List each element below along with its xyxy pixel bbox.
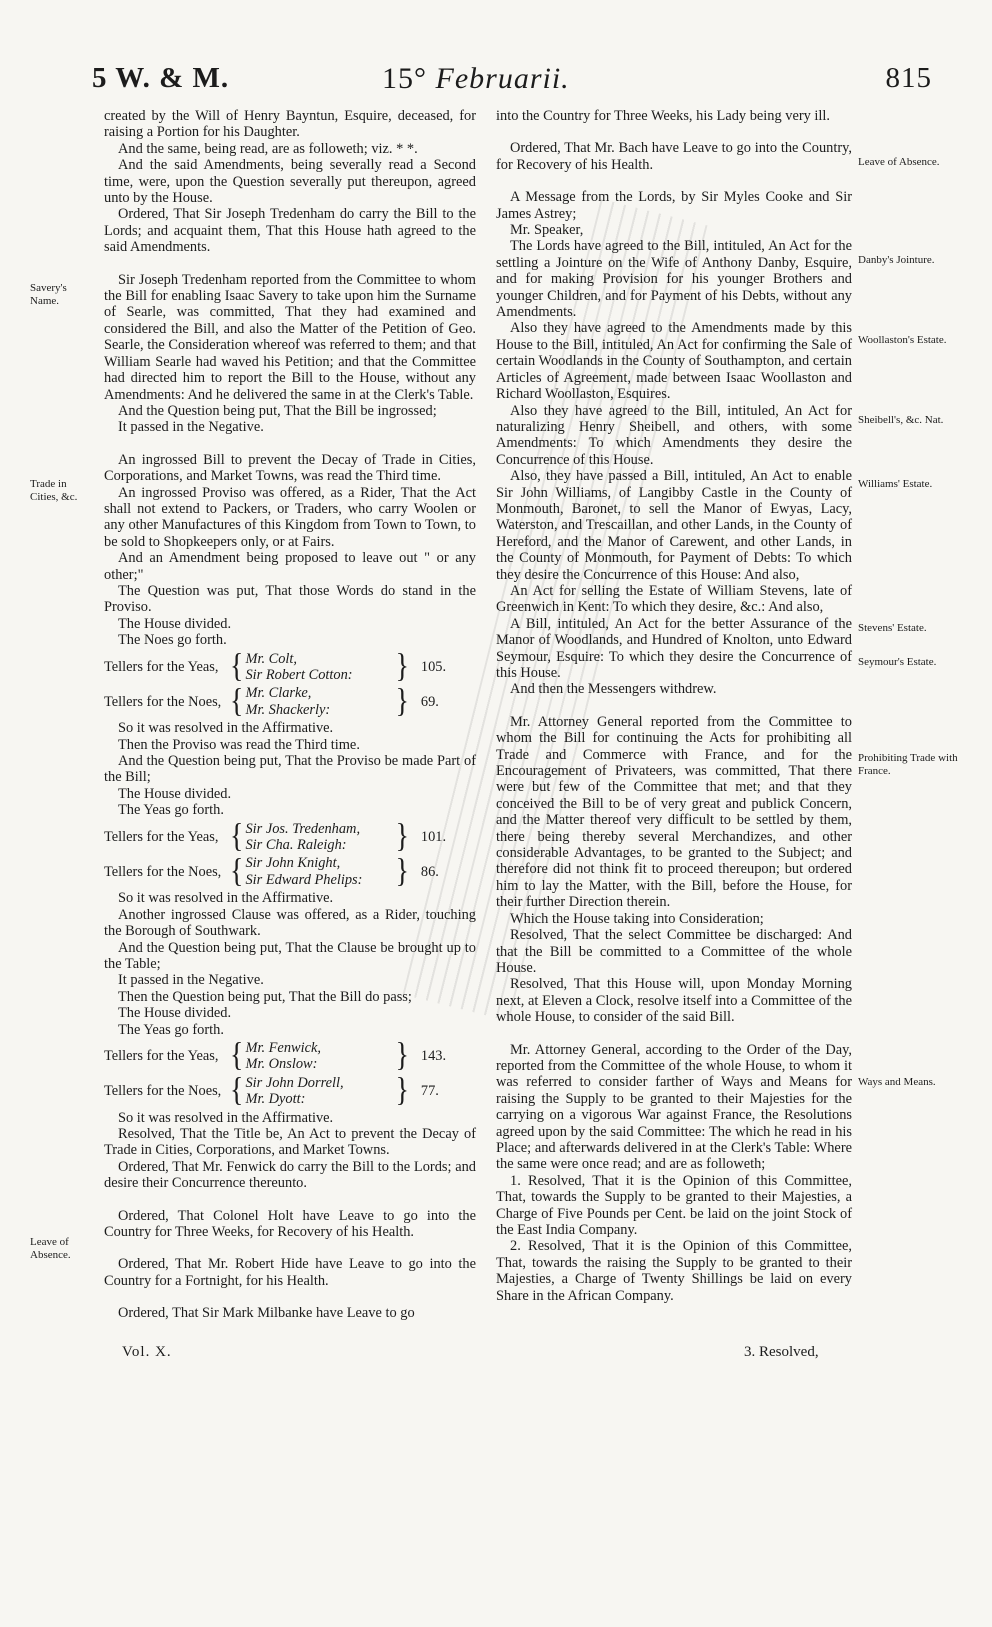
teller-name: Mr. Onslow: [245, 1056, 318, 1073]
margin-note-danbys-jointure: Danby's Jointure. [858, 254, 935, 266]
paragraph: Ordered, That Mr. Fenwick do carry the Bill to the Lords; and desire their Concurrence thereunto. [104, 1158, 476, 1192]
margin-note-prohibiting-trade: Prohibiting Trade with France. [858, 752, 958, 777]
tellers-label: Tellers for the Yeas, [104, 828, 219, 845]
catchword: 3. Resolved, [744, 1344, 819, 1360]
paragraph: The Yeas go forth. [118, 1021, 224, 1038]
header-date [382, 62, 622, 96]
paragraph: Ordered, That Colonel Holt have Leave to go into the Country for Three Weeks, for Recovery of his Health. [104, 1207, 476, 1240]
paragraph: A Message from the Lords, by Sir Myles Cooke and Sir James Astrey; [496, 189, 852, 222]
margin-note-sheibells-nat: Sheibell's, &c. Nat. [858, 414, 944, 426]
header-month: Februarii. [435, 62, 570, 95]
tellers-noes-2: Tellers for the Noes, { Sir John Knight, Sir Edward Phelips: } 86. [104, 855, 476, 888]
paragraph: And the said Amendments, being severally read a Second time, were, upon the Question severally put thereupon, agreed unto by the House. [104, 157, 476, 207]
header-regnal-year: 5 W. & M. [92, 62, 230, 94]
paragraph: And then the Messengers withdrew. [510, 681, 717, 698]
paragraph: Then the Proviso was read the Third time. [118, 736, 360, 753]
paragraph: Mr. Speaker, [510, 222, 584, 239]
paragraph: An ingrossed Bill to prevent the Decay of Trade in Cities, Corporations, and Market Towns, was read the Third time. [104, 451, 476, 485]
paragraph: Ordered, That Mr. Bach have Leave to go into the Country, for Recovery of his Health. [496, 140, 852, 173]
paragraph: Ordered, That Sir Joseph Tredenham do carry the Bill to the Lords; and acquaint them, That this House hath agreed to the said Amendments. [104, 206, 476, 256]
margin-note-seymours-estate: Seymour's Estate. [858, 656, 937, 668]
paragraph: So it was resolved in the Affirmative. [118, 720, 334, 737]
paragraph: Ordered, That Mr. Robert Hide have Leave to go into the Country for a Fortnight, for his Health. [104, 1256, 476, 1289]
teller-name: Mr. Fenwick, [245, 1039, 321, 1056]
paragraph: The Lords have agreed to the Bill, intituled, An Act for the settling a Jointure on the Wife of Anthony Danby, Esquire, and for making Provision for his younger Brothers and younger Children, and for Payment of his Debts, without any Amendments. [496, 238, 852, 321]
paragraph: Resolved, That this House will, upon Monday Morning next, at Eleven a Clock, resolve itself into a Committee of the whole House, to consider of the said Bill. [496, 976, 852, 1026]
paragraph: And an Amendment being proposed to leave out " or any other;" [104, 550, 476, 583]
teller-name: Mr. Dyott: [245, 1091, 306, 1108]
margin-note-saverys-name: Savery's Name. [30, 282, 67, 307]
teller-name: Mr. Shackerly: [245, 701, 331, 718]
paragraph: A Bill, intituled, An Act for the better Assurance of the Manor of Woodlands, and Hundred of Knolton, unto Edward Seymour, Esquire: To which they desire the Concurrence of this House. [496, 615, 852, 681]
teller-name: Sir John Dorrell, [245, 1074, 344, 1091]
tellers-label: Tellers for the Noes, [104, 693, 222, 710]
teller-name: Sir John Knight, [245, 855, 341, 872]
margin-note-woollastons-estate: Woollaston's Estate. [858, 334, 947, 346]
volume-signature: Vol. X. [122, 1344, 172, 1360]
margin-note-stevens-estate: Stevens' Estate. [858, 622, 927, 634]
paragraph: Also they have agreed to the Bill, intituled, An Act for naturalizing Henry Sheibell, and others, with some Amendments: To which Amendments they desire the Concurrence of this House. [496, 402, 852, 468]
paragraph: Sir Joseph Tredenham reported from the Committee to whom the Bill for enabling Isaac Savery to take upon him the Surname of Searle, was committed, That they had examined and considered the Bill, and also the Matter of the Petition of Geo. Searle, the Consideration whereof was referred to them; and that William Searle had waved his Petition; and that the Committee had directed him to report the Bill to the House, without any Amendments: And he delivered the same in at the Clerk's Table. [104, 271, 476, 403]
teller-name: Sir Edward Phelips: [245, 871, 363, 888]
paragraph: Mr. Attorney General, according to the Order of the Day, reported from the Committee of the whole House, to whom it was referred to consider farther of Ways and Means for raising the Supply to be granted to their Majesties for the carrying on a vigorous War against France, the Resolutions agreed upon by the said Committee: The which he read in his Place; and afterwards delivered in at the Clerk's Table: Where the same were once read; and are as followeth; [496, 1041, 852, 1173]
paragraph: Then the Question being put, That the Bill do pass; [118, 988, 412, 1005]
tellers-label: Tellers for the Yeas, [104, 1048, 219, 1065]
teller-name: Sir Robert Cotton: [245, 667, 353, 683]
vote-count: 86. [420, 863, 439, 880]
paragraph: And the Question being put, That the Bill be ingrossed; [118, 402, 437, 419]
paragraph: Resolved, That the select Committee be discharged: And that the Bill be committed to a Committee of the whole House. [496, 927, 852, 976]
paragraph: Mr. Attorney General reported from the Committee to whom the Bill for continuing the Acts for prohibiting all Trade and Commerce with France, and for the Encouragement of Privateers, was committed, That there were but few of the Committee that met; and that they conceived the Bill to be of very great and publick Concern, and the Matter thereof very difficult to be settled by them, there being thereby several Merchandizes, and other considerable Advantages, to be granted to the Subject; and therefore did not think fit to proceed thereupon; but ordered him to lay the Matter, with the Bill, before the House, for their further Direction therein. [496, 713, 852, 911]
tellers-noes-1: Tellers for the Noes, { Mr. Clarke, Mr. Shackerly: } 69. [104, 685, 476, 718]
vote-count: 69. [420, 693, 439, 710]
tellers-label: Tellers for the Yeas, [104, 658, 219, 675]
paragraph: Resolved, That the Title be, An Act to prevent the Decay of Trade in Cities, Corporations, and Market Towns. [104, 1125, 476, 1159]
tellers-label: Tellers for the Noes, [104, 863, 222, 880]
paragraph: The House divided. [118, 785, 232, 802]
paragraph: created by the Will of Henry Bayntun, Esquire, deceased, for raising a Portion for his Daughter. [104, 108, 476, 141]
paragraph: Ordered, That Sir Mark Milbanke have Leave to go [118, 1305, 415, 1322]
paragraph: into the Country for Three Weeks, his Lady being very ill. [496, 108, 831, 124]
paragraph: 1. Resolved, That it is the Opinion of this Committee, That, towards the Supply to be granted to their Majesties, a Charge of Five Pounds per Cent. be laid on the joint Stock of the East India Company. [496, 1172, 852, 1238]
margin-note-ways-means: Ways and Means. [858, 1076, 936, 1088]
right-column [496, 108, 852, 1304]
tellers-yeas-3: Tellers for the Yeas, { Mr. Fenwick, Mr. Onslow: } 143. [104, 1040, 476, 1073]
paragraph: It passed in the Negative. [118, 419, 264, 436]
paragraph: And the same, being read, are as followeth; viz. * *. [118, 140, 418, 157]
page-number: 815 [885, 62, 932, 94]
paragraph: The House divided. [118, 1005, 232, 1022]
vote-count: 77. [420, 1082, 439, 1099]
paragraph: And the Question being put, That the Proviso be made Part of the Bill; [104, 753, 476, 786]
paragraph: An Act for selling the Estate of William Stevens, late of Greenwich in Kent: To which they desire, &c.: And also, [496, 582, 852, 616]
paragraph: Also, they have passed a Bill, intituled, An Act to enable Sir John Williams, of Langibby Castle in the County of Monmouth, Baronet, to sell the Manor of Ewyas, Lacy, Waterston, and Trescaillan, and other Lands, in the County of Hereford, and the Manor of Carewent, and other Lands, in the County of Monmouth, for Payment of Debts: To which they desire the Concurrence of this House: And also, [496, 468, 852, 583]
left-column [104, 108, 476, 1322]
tellers-yeas-2: Tellers for the Yeas, { Sir Jos. Tredenham, Sir Cha. Raleigh: } 101. [104, 821, 476, 854]
teller-name: Mr. Clarke, [245, 685, 312, 702]
margin-note-trade-in-cities: Trade in Cities, &c. [30, 478, 78, 503]
tellers-noes-3: Tellers for the Noes, { Sir John Dorrell, Mr. Dyott: } 77. [104, 1075, 476, 1108]
paragraph: The Noes go forth. [118, 632, 227, 649]
vote-count: 105. [420, 658, 447, 675]
paragraph: The House divided. [118, 615, 232, 632]
tellers-yeas-1: Tellers for the Yeas, { Mr. Colt, Sir Robert Cotton: } 105. [104, 651, 476, 684]
tellers-label: Tellers for the Noes, [104, 1082, 222, 1099]
margin-note-williams-estate: Williams' Estate. [858, 478, 933, 490]
vote-count: 101. [420, 828, 447, 845]
paragraph: 2. Resolved, That it is the Opinion of this Committee, That, towards the raising the Supply to be granted to their Majesties, a Charge of Twenty Shillings be laid on every Share in the African Company. [496, 1238, 852, 1304]
header-day: 15° [382, 62, 427, 95]
teller-name: Sir Cha. Raleigh: [245, 837, 347, 854]
paragraph: An ingrossed Proviso was offered, as a Rider, That the Act shall not extend to Packers, or Traders, who carry Woolen or any other Manufactures of this Kingdom from Town to Town, to be sold to Shopkeepers only, or at Fairs. [104, 484, 476, 550]
paragraph: The Question was put, That those Words do stand in the Proviso. [104, 582, 476, 616]
teller-name: Mr. Colt, [245, 650, 298, 667]
margin-note-leave-absence-2: Leave of Absence. [858, 156, 940, 168]
teller-name: Sir Jos. Tredenham, [245, 820, 361, 837]
paragraph: So it was resolved in the Affirmative. [118, 890, 334, 907]
paragraph: Which the House taking into Consideration; [510, 910, 764, 927]
paragraph: The Yeas go forth. [118, 802, 224, 819]
paragraph: And the Question being put, That the Clause be brought up to the Table; [104, 939, 476, 972]
paragraph: So it was resolved in the Affirmative. [118, 1109, 334, 1126]
paragraph: Also they have agreed to the Amendments made by this House to the Bill, intituled, An Act for confirming the Sale of certain Woodlands in the County of Southampton, and certain Articles of Agreement, made between Isaac Woollaston and Richard Woollaston, Esquires. [496, 320, 852, 403]
margin-note-leave-absence-1: Leave of Absence. [30, 1236, 71, 1261]
paragraph: Another ingrossed Clause was offered, as a Rider, touching the Borough of Southwark. [104, 906, 476, 940]
paragraph: It passed in the Negative. [118, 972, 264, 989]
vote-count: 143. [420, 1048, 447, 1065]
